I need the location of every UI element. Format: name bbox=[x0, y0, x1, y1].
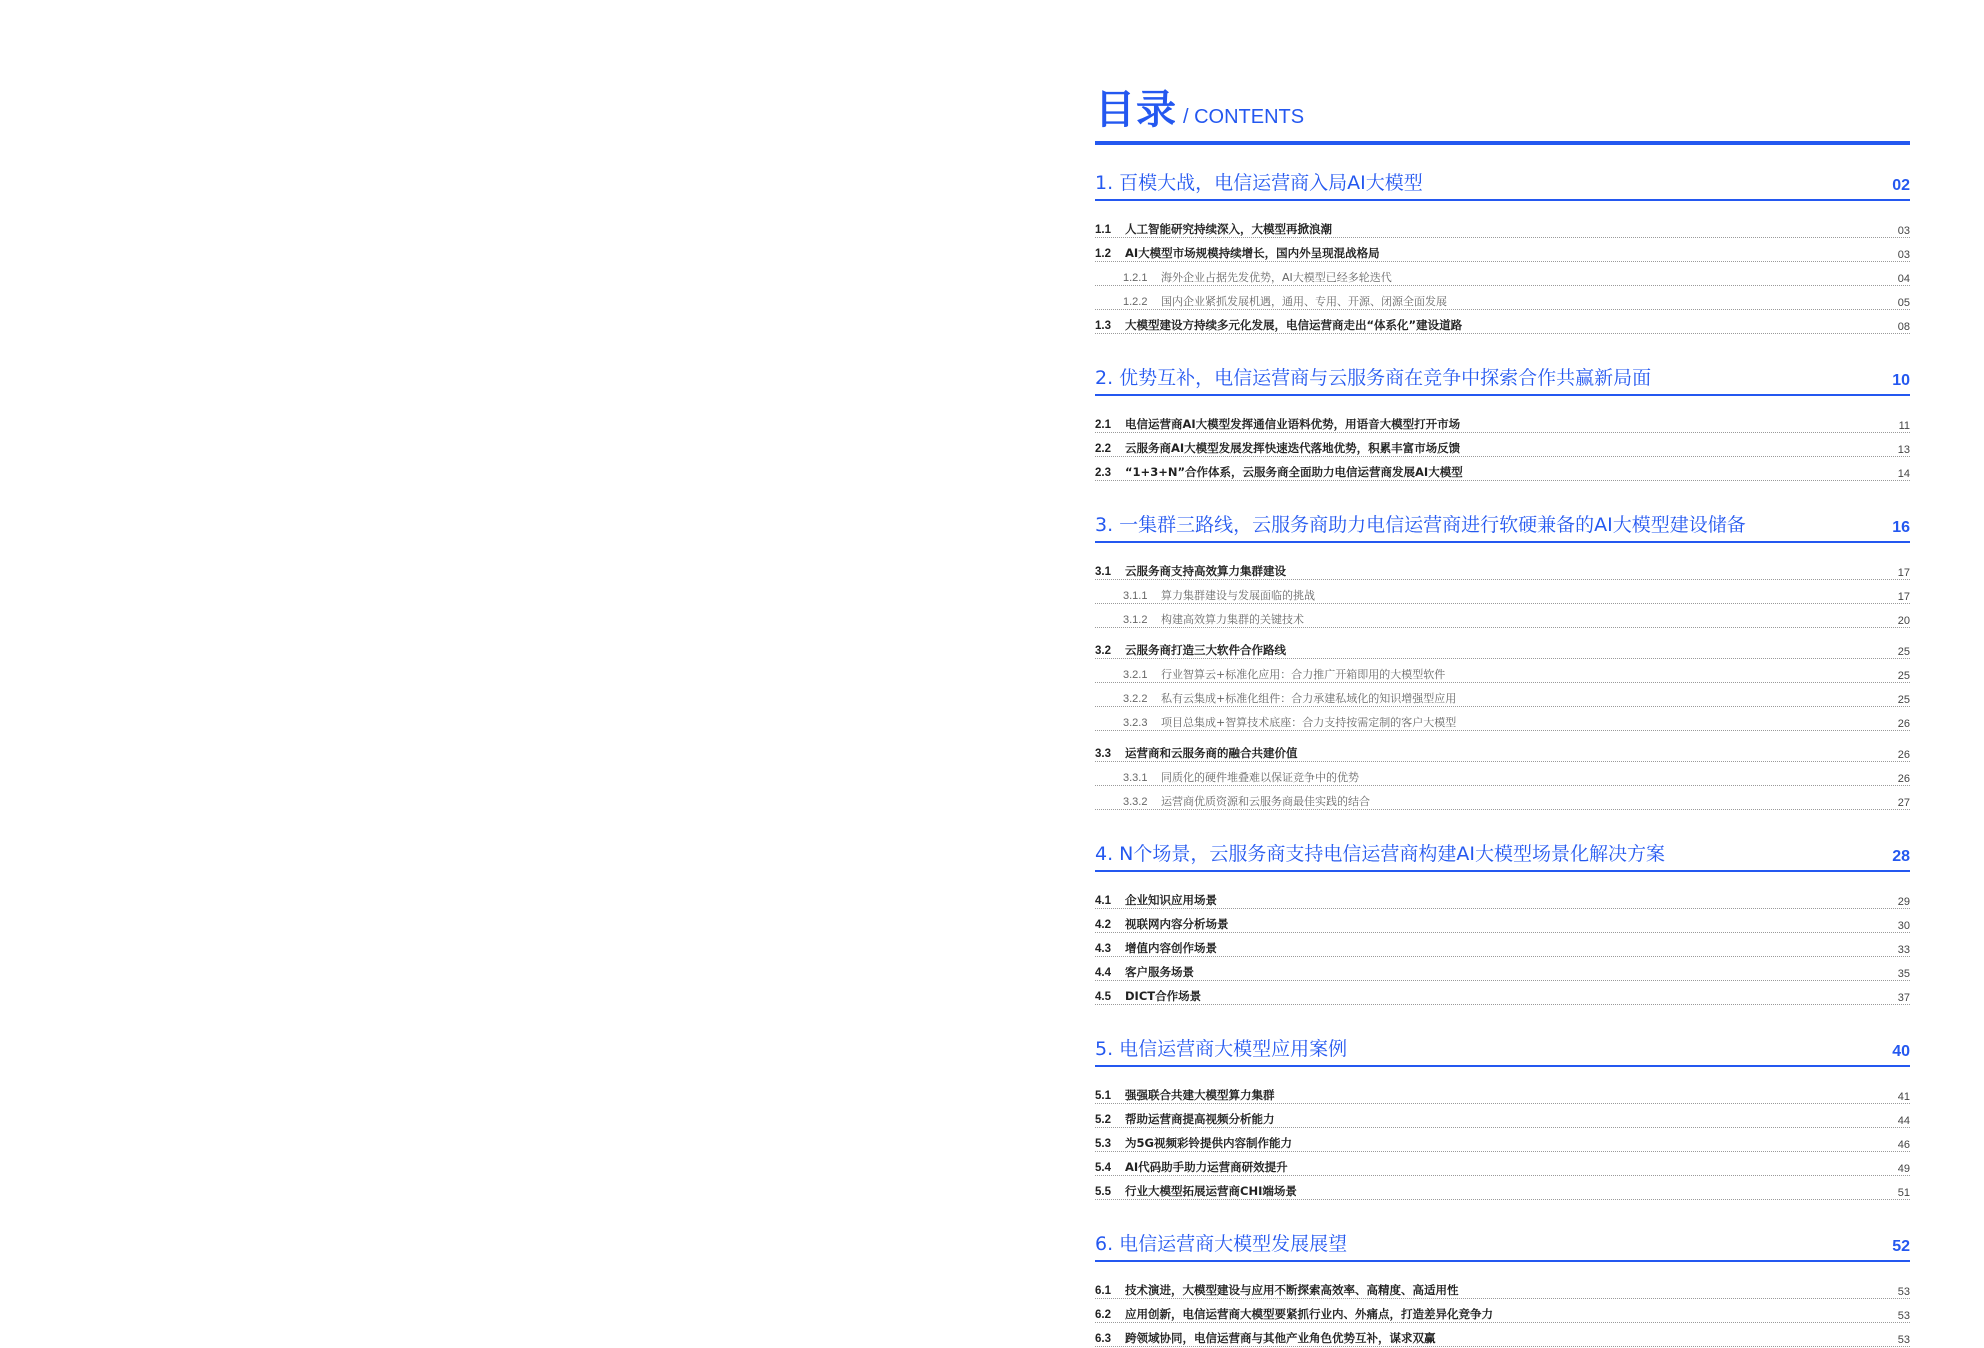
entry-text: 帮助运营商提高视频分析能力 bbox=[1125, 1112, 1275, 1126]
entry-text: 私有云集成+标准化组件：合力承建私域化的知识增强型应用 bbox=[1161, 692, 1457, 705]
entry-number: 4.5 bbox=[1095, 991, 1111, 1003]
toc-entry[interactable] bbox=[1095, 910, 1910, 933]
entry-page-number: 51 bbox=[1897, 1187, 1910, 1199]
entry-page-number: 53 bbox=[1897, 1286, 1910, 1298]
section-page-number: 52 bbox=[1892, 1238, 1910, 1255]
entry-number: 1.2.1 bbox=[1123, 272, 1148, 284]
toc-entry[interactable] bbox=[1095, 739, 1910, 762]
entry-page-number: 46 bbox=[1897, 1139, 1910, 1151]
entry-label bbox=[1095, 964, 1194, 980]
entry-number: 6.3 bbox=[1095, 1333, 1111, 1345]
entry-text: 人工智能研究持续深入，大模型再掀浪潮 bbox=[1125, 222, 1332, 236]
entry-page-number: 35 bbox=[1897, 968, 1910, 980]
entry-text: 电信运营商AI大模型发挥通信业语料优势，用语音大模型打开市场 bbox=[1125, 417, 1461, 431]
entry-text: 运营商优质资源和云服务商最佳实践的结合 bbox=[1161, 795, 1370, 808]
toc-entry[interactable] bbox=[1095, 982, 1910, 1005]
entry-number: 3.3.2 bbox=[1123, 796, 1148, 808]
entry-text: 强强联合共建大模型算力集群 bbox=[1125, 1088, 1275, 1102]
entry-label bbox=[1095, 1111, 1275, 1127]
toc-sections bbox=[1095, 165, 1910, 1347]
entry-label bbox=[1095, 269, 1392, 285]
entry-label bbox=[1095, 1159, 1288, 1175]
entry-number: 5.2 bbox=[1095, 1114, 1111, 1126]
entry-label bbox=[1095, 892, 1217, 908]
section-entries bbox=[1095, 1276, 1910, 1347]
entry-number: 1.2 bbox=[1095, 248, 1111, 260]
entry-label bbox=[1095, 1330, 1436, 1346]
entry-label bbox=[1095, 611, 1304, 627]
toc-entry[interactable] bbox=[1095, 1081, 1910, 1104]
entry-text: 大模型建设方持续多元化发展，电信运营商走出“体系化”建设道路 bbox=[1125, 318, 1463, 332]
toc-entry[interactable] bbox=[1095, 636, 1910, 659]
entry-text: 增值内容创作场景 bbox=[1125, 941, 1217, 955]
section-heading[interactable] bbox=[1095, 507, 1910, 543]
toc-entry[interactable] bbox=[1095, 458, 1910, 481]
entry-label bbox=[1095, 690, 1456, 706]
toc-entry[interactable] bbox=[1095, 434, 1910, 457]
entry-text: 企业知识应用场景 bbox=[1125, 893, 1217, 907]
entry-number: 3.3.1 bbox=[1123, 772, 1148, 784]
entry-page-number: 25 bbox=[1897, 694, 1910, 706]
entry-page-number: 13 bbox=[1897, 444, 1910, 456]
toc-section bbox=[1095, 360, 1910, 481]
entry-number: 3.1.2 bbox=[1123, 614, 1148, 626]
toc-entry[interactable] bbox=[1095, 287, 1910, 310]
entry-number: 3.2.2 bbox=[1123, 693, 1148, 705]
entry-number: 4.4 bbox=[1095, 967, 1111, 979]
entry-text: 算力集群建设与发展面临的挑战 bbox=[1161, 589, 1315, 602]
entry-text: 云服务商打造三大软件合作路线 bbox=[1125, 643, 1286, 657]
entry-number: 6.2 bbox=[1095, 1309, 1111, 1321]
entry-text: 为5G视频彩铃提供内容制作能力 bbox=[1125, 1136, 1292, 1150]
section-title: 5. 电信运营商大模型应用案例 bbox=[1095, 1038, 1348, 1060]
entry-number: 3.2 bbox=[1095, 645, 1111, 657]
entry-text: 视联网内容分析场景 bbox=[1125, 917, 1229, 931]
entry-page-number: 26 bbox=[1897, 773, 1910, 785]
section-entries bbox=[1095, 886, 1910, 1005]
entry-number: 5.3 bbox=[1095, 1138, 1111, 1150]
entry-number: 5.1 bbox=[1095, 1090, 1111, 1102]
section-page-number: 16 bbox=[1892, 519, 1910, 536]
entry-number: 4.2 bbox=[1095, 919, 1111, 931]
entry-number: 3.2.1 bbox=[1123, 669, 1148, 681]
entry-label bbox=[1095, 563, 1286, 579]
entry-text: 国内企业紧抓发展机遇，通用、专用、开源、闭源全面发展 bbox=[1161, 295, 1447, 308]
entry-page-number: 08 bbox=[1897, 321, 1910, 333]
toc-entry[interactable] bbox=[1095, 557, 1910, 580]
entry-label bbox=[1095, 1135, 1292, 1151]
header-rule bbox=[1095, 141, 1910, 145]
toc-title: 目录 bbox=[1095, 87, 1177, 133]
section-title: 3. 一集群三路线，云服务商助力电信运营商进行软硬兼备的AI大模型建设储备 bbox=[1095, 514, 1746, 536]
toc-entry[interactable] bbox=[1095, 239, 1910, 262]
section-title: 4. N个场景，云服务商支持电信运营商构建AI大模型场景化解决方案 bbox=[1095, 843, 1665, 865]
section-title: 1. 百模大战，电信运营商入局AI大模型 bbox=[1095, 172, 1423, 194]
toc-entry[interactable] bbox=[1095, 410, 1910, 433]
toc-section bbox=[1095, 507, 1910, 810]
section-heading[interactable] bbox=[1095, 1031, 1910, 1067]
entry-page-number: 29 bbox=[1897, 896, 1910, 908]
entry-page-number: 20 bbox=[1897, 615, 1910, 627]
section-page-number: 02 bbox=[1892, 177, 1910, 194]
entry-text: 同质化的硬件堆叠难以保证竞争中的优势 bbox=[1161, 771, 1359, 784]
entry-text: 项目总集成+智算技术底座：合力支持按需定制的客户大模型 bbox=[1161, 716, 1457, 729]
toc-section bbox=[1095, 1226, 1910, 1347]
entry-number: 5.5 bbox=[1095, 1186, 1111, 1198]
entry-page-number: 17 bbox=[1897, 591, 1910, 603]
entry-label bbox=[1095, 916, 1229, 932]
toc-section bbox=[1095, 165, 1910, 334]
entry-text: 行业智算云+标准化应用：合力推广开箱即用的大模型软件 bbox=[1161, 668, 1446, 681]
section-heading[interactable] bbox=[1095, 165, 1910, 201]
entry-label bbox=[1095, 1282, 1459, 1298]
entry-page-number: 37 bbox=[1897, 992, 1910, 1004]
entry-number: 1.2.2 bbox=[1123, 296, 1148, 308]
toc-entry[interactable] bbox=[1095, 1276, 1910, 1299]
entry-number: 4.1 bbox=[1095, 895, 1111, 907]
entry-label bbox=[1095, 793, 1370, 809]
entry-text: AI大模型市场规模持续增长，国内外呈现混战格局 bbox=[1125, 246, 1380, 260]
entry-label bbox=[1095, 714, 1456, 730]
section-heading[interactable] bbox=[1095, 360, 1910, 396]
entry-label bbox=[1095, 666, 1445, 682]
toc-entry[interactable] bbox=[1095, 684, 1910, 707]
table-of-contents bbox=[1095, 88, 1910, 1348]
entry-number: 2.3 bbox=[1095, 467, 1111, 479]
entry-text: 跨领域协同，电信运营商与其他产业角色优势互补，谋求双赢 bbox=[1125, 1331, 1436, 1345]
entry-page-number: 26 bbox=[1897, 718, 1910, 730]
entry-label bbox=[1095, 587, 1315, 603]
entry-label bbox=[1095, 940, 1217, 956]
entry-text: 构建高效算力集群的关键技术 bbox=[1161, 613, 1304, 626]
entry-page-number: 33 bbox=[1897, 944, 1910, 956]
entry-text: 运营商和云服务商的融合共建价值 bbox=[1125, 746, 1298, 760]
toc-entry[interactable] bbox=[1095, 263, 1910, 286]
entry-label bbox=[1095, 769, 1359, 785]
entry-text: 云服务商支持高效算力集群建设 bbox=[1125, 564, 1286, 578]
toc-entry[interactable] bbox=[1095, 1177, 1910, 1200]
entry-page-number: 30 bbox=[1897, 920, 1910, 932]
entry-label bbox=[1095, 642, 1286, 658]
section-title: 2. 优势互补，电信运营商与云服务商在竞争中探索合作共赢新局面 bbox=[1095, 367, 1652, 389]
entry-number: 2.2 bbox=[1095, 443, 1111, 455]
toc-entry[interactable] bbox=[1095, 1129, 1910, 1152]
entry-number: 4.3 bbox=[1095, 943, 1111, 955]
entry-text: DICT合作场景 bbox=[1125, 989, 1202, 1003]
entry-text: 海外企业占据先发优势，AI大模型已经多轮迭代 bbox=[1161, 271, 1392, 284]
entry-page-number: 03 bbox=[1897, 249, 1910, 261]
entry-page-number: 03 bbox=[1897, 225, 1910, 237]
entry-page-number: 04 bbox=[1897, 273, 1910, 285]
toc-entry[interactable] bbox=[1095, 311, 1910, 334]
section-title: 6. 电信运营商大模型发展展望 bbox=[1095, 1233, 1348, 1255]
toc-entry[interactable] bbox=[1095, 934, 1910, 957]
entry-text: 客户服务场景 bbox=[1125, 965, 1194, 979]
toc-entry[interactable] bbox=[1095, 787, 1910, 810]
entry-label bbox=[1095, 745, 1298, 761]
entry-number: 2.1 bbox=[1095, 419, 1111, 431]
toc-entry[interactable] bbox=[1095, 708, 1910, 731]
entry-label bbox=[1095, 221, 1332, 237]
entry-page-number: 53 bbox=[1897, 1310, 1910, 1322]
entry-text: 技术演进，大模型建设与应用不断探索高效率、高精度、高适用性 bbox=[1125, 1283, 1459, 1297]
entry-label bbox=[1095, 988, 1201, 1004]
entry-number: 3.1.1 bbox=[1123, 590, 1148, 602]
entry-label bbox=[1095, 293, 1447, 309]
section-page-number: 28 bbox=[1892, 848, 1910, 865]
toc-section bbox=[1095, 1031, 1910, 1200]
toc-entry[interactable] bbox=[1095, 660, 1910, 683]
toc-header bbox=[1095, 88, 1910, 138]
entry-label bbox=[1095, 464, 1463, 480]
entry-page-number: 27 bbox=[1897, 797, 1910, 809]
entry-page-number: 25 bbox=[1897, 646, 1910, 658]
entry-number: 5.4 bbox=[1095, 1162, 1111, 1174]
entry-text: “1+3+N”合作体系，云服务商全面助力电信运营商发展AI大模型 bbox=[1125, 465, 1463, 479]
entry-label bbox=[1095, 1306, 1493, 1322]
toc-title-english: / CONTENTS bbox=[1183, 106, 1305, 128]
entry-number: 6.1 bbox=[1095, 1285, 1111, 1297]
entry-page-number: 53 bbox=[1897, 1334, 1910, 1346]
entry-text: 云服务商AI大模型发展发挥快速迭代落地优势，积累丰富市场反馈 bbox=[1125, 441, 1461, 455]
entry-number: 1.3 bbox=[1095, 320, 1111, 332]
entry-page-number: 41 bbox=[1897, 1091, 1910, 1103]
entry-page-number: 17 bbox=[1897, 567, 1910, 579]
section-entries bbox=[1095, 410, 1910, 481]
toc-entry[interactable] bbox=[1095, 763, 1910, 786]
section-entries bbox=[1095, 215, 1910, 334]
entry-label bbox=[1095, 317, 1462, 333]
entry-page-number: 26 bbox=[1897, 749, 1910, 761]
entry-page-number: 44 bbox=[1897, 1115, 1910, 1127]
entry-page-number: 25 bbox=[1897, 670, 1910, 682]
toc-entry[interactable] bbox=[1095, 581, 1910, 604]
section-entries bbox=[1095, 1081, 1910, 1200]
section-page-number: 10 bbox=[1892, 372, 1910, 389]
section-entries bbox=[1095, 557, 1910, 810]
entry-text: 应用创新，电信运营商大模型要紧抓行业内、外痛点，打造差异化竞争力 bbox=[1125, 1307, 1493, 1321]
entry-number: 3.3 bbox=[1095, 748, 1111, 760]
toc-entry[interactable] bbox=[1095, 1153, 1910, 1176]
toc-entry[interactable] bbox=[1095, 1105, 1910, 1128]
entry-number: 1.1 bbox=[1095, 224, 1111, 236]
entry-label bbox=[1095, 245, 1380, 261]
entry-label bbox=[1095, 1087, 1275, 1103]
entry-label bbox=[1095, 440, 1460, 456]
entry-page-number: 14 bbox=[1897, 468, 1910, 480]
toc-entry[interactable] bbox=[1095, 1324, 1910, 1347]
toc-section bbox=[1095, 836, 1910, 1005]
toc-entry[interactable] bbox=[1095, 1300, 1910, 1323]
toc-entry[interactable] bbox=[1095, 215, 1910, 238]
section-heading[interactable] bbox=[1095, 836, 1910, 872]
entry-page-number: 11 bbox=[1898, 420, 1910, 432]
entry-label bbox=[1095, 416, 1460, 432]
toc-entry[interactable] bbox=[1095, 886, 1910, 909]
entry-label bbox=[1095, 1183, 1297, 1199]
entry-text: 行业大模型拓展运营商CHI端场景 bbox=[1125, 1184, 1297, 1198]
entry-text: AI代码助手助力运营商研效提升 bbox=[1125, 1160, 1288, 1174]
toc-entry[interactable] bbox=[1095, 958, 1910, 981]
entry-page-number: 49 bbox=[1897, 1163, 1910, 1175]
entry-page-number: 05 bbox=[1897, 297, 1910, 309]
toc-entry[interactable] bbox=[1095, 605, 1910, 628]
entry-number: 3.1 bbox=[1095, 566, 1111, 578]
entry-number: 3.2.3 bbox=[1123, 717, 1148, 729]
section-heading[interactable] bbox=[1095, 1226, 1910, 1262]
section-page-number: 40 bbox=[1892, 1043, 1910, 1060]
